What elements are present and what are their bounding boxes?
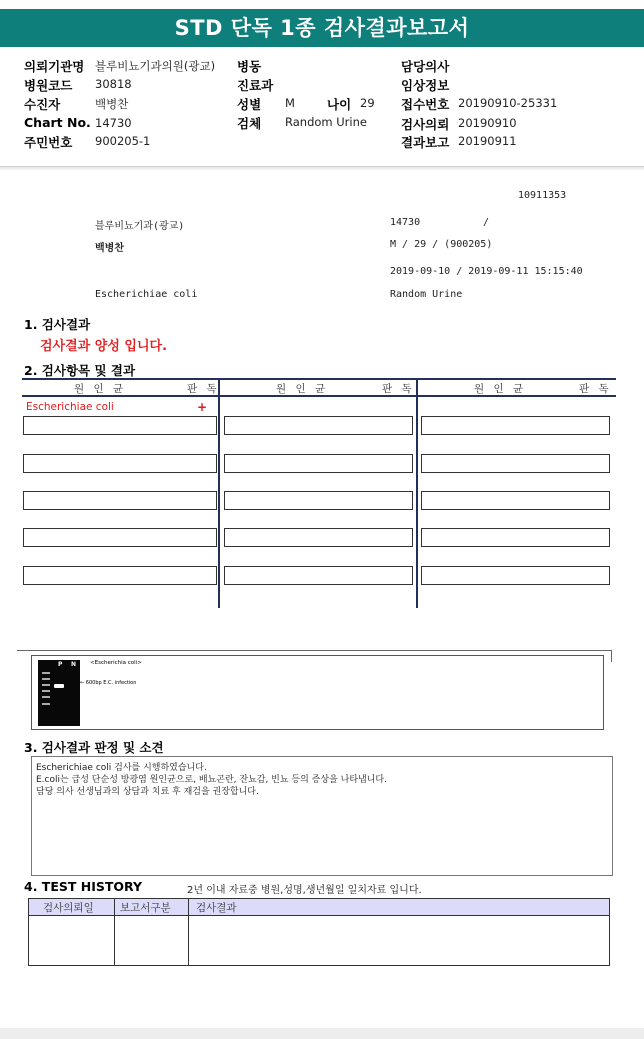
col-pathogen-1: 원 인 균 xyxy=(74,383,127,395)
result-cell xyxy=(421,416,610,435)
report-title: STD 단독 1종 검사결과보고서 xyxy=(0,9,644,47)
sex-label: 성별 xyxy=(237,97,262,112)
attending-label: 담당의사 xyxy=(401,59,450,74)
gel-ladder-band xyxy=(42,696,50,698)
section1-title: 1. 검사결과 xyxy=(24,317,91,332)
result-grid-divider-1 xyxy=(218,378,220,608)
page-footer-bar xyxy=(0,1028,644,1039)
sub-slash: / xyxy=(483,217,490,228)
history-col-result: 검사결과 xyxy=(196,902,237,914)
gel-image-box xyxy=(31,655,604,730)
sub-specimen: Random Urine xyxy=(390,289,463,300)
history-col-divider xyxy=(188,899,189,965)
positive-result: 검사결과 양성 입니다. xyxy=(40,339,168,354)
gel-frame-line xyxy=(17,650,612,651)
sex-value: M xyxy=(285,96,295,110)
institution-label: 의뢰기관명 xyxy=(24,59,85,74)
gel-ladder-band xyxy=(42,690,50,692)
receipt-value: 20190910-25331 xyxy=(458,96,558,110)
result-cell xyxy=(224,491,413,510)
result-cell xyxy=(224,454,413,473)
section2-title: 2. 검사항목 및 결과 xyxy=(24,363,136,378)
institution-value: 블루비뇨기과의원(광교) xyxy=(95,59,216,73)
sub-organism: Escherichiae coli xyxy=(95,289,198,300)
history-note: 2년 이내 자료중 병원,성명,생년월일 일치자료 입니다. xyxy=(187,885,422,896)
hospital-code-label: 병원코드 xyxy=(24,78,73,93)
history-col-divider xyxy=(114,899,115,965)
sub-clinic: 블루비뇨기과(광교) xyxy=(95,221,185,232)
hospital-code-value: 30818 xyxy=(95,77,132,91)
detected-sign: + xyxy=(197,400,208,414)
gel-ladder-band xyxy=(42,684,50,686)
history-table-header xyxy=(29,899,609,916)
gel-ladder-band xyxy=(42,678,50,680)
section3-title: 3. 검사결과 판정 및 소견 xyxy=(24,740,164,755)
col-judgement-2: 판 독 xyxy=(382,383,415,395)
result-cell xyxy=(421,566,610,585)
gel-electrophoresis-image xyxy=(38,660,80,726)
chart-value: 14730 xyxy=(95,116,132,130)
ward-label: 병동 xyxy=(237,59,262,74)
result-cell xyxy=(421,491,610,510)
request-label: 검사의뢰 xyxy=(401,117,450,132)
header-divider-shadow xyxy=(0,167,644,171)
patient-label: 수진자 xyxy=(24,97,61,112)
detected-pathogen: Escherichiae coli xyxy=(26,401,114,413)
result-cell xyxy=(224,528,413,547)
gel-frame-corner xyxy=(611,650,612,662)
result-cell xyxy=(224,416,413,435)
gel-ladder-band xyxy=(42,672,50,674)
col-judgement-3: 판 독 xyxy=(579,383,612,395)
id-value: 900205-1 xyxy=(95,134,151,148)
result-cell xyxy=(23,491,217,510)
department-label: 진료과 xyxy=(237,78,274,93)
chart-label: Chart No. xyxy=(24,115,91,130)
history-col-report-type: 보고서구분 xyxy=(120,902,171,914)
result-cell xyxy=(23,454,217,473)
id-label: 주민번호 xyxy=(24,135,73,150)
opinion-box xyxy=(31,756,613,876)
result-grid-header-border xyxy=(22,395,616,397)
gel-title: <Escherichia coli> xyxy=(90,660,142,666)
result-cell xyxy=(23,566,217,585)
gel-lane-n: N xyxy=(71,661,77,668)
history-table xyxy=(28,898,610,966)
age-value: 29 xyxy=(360,96,375,110)
result-cell xyxy=(224,566,413,585)
sub-dates: 2019-09-10 / 2019-09-11 15:15:40 xyxy=(390,266,583,277)
sub-sex-age-birth: M / 29 / (900205) xyxy=(390,239,493,250)
col-judgement-1: 판 독 xyxy=(187,383,220,395)
gel-lane-p: P xyxy=(58,661,63,668)
col-pathogen-3: 원 인 균 xyxy=(474,383,527,395)
result-cell xyxy=(421,528,610,547)
opinion-line: Escherichiae coli 검사를 시행하였습니다. xyxy=(36,763,207,773)
report-date-value: 20190911 xyxy=(458,134,517,148)
report-date-label: 결과보고 xyxy=(401,135,450,150)
result-cell xyxy=(23,528,217,547)
result-cell xyxy=(421,454,610,473)
age-label: 나이 xyxy=(327,97,352,112)
result-grid-divider-2 xyxy=(416,378,418,608)
gel-band-note: ← 600bp E.C. infection xyxy=(80,680,137,686)
clinical-info-label: 임상정보 xyxy=(401,78,450,93)
specimen-value: Random Urine xyxy=(285,115,367,129)
section4-title: 4. TEST HISTORY xyxy=(24,879,143,894)
opinion-line: E.coli는 급성 단순성 방광염 원인균으로, 배뇨곤란, 잔뇨감, 빈뇨 등의 증상을 나타냅니다. xyxy=(36,775,387,785)
opinion-line: 담당 의사 선생님과의 상담과 치료 후 재검을 권장합니다. xyxy=(36,787,259,797)
specimen-label: 검체 xyxy=(237,116,262,131)
col-pathogen-2: 원 인 균 xyxy=(276,383,329,395)
sub-chart-no: 14730 xyxy=(390,217,421,228)
request-value: 20190910 xyxy=(458,116,517,130)
gel-ladder-band xyxy=(42,703,50,705)
result-grid-top-border xyxy=(22,378,616,380)
result-cell xyxy=(23,416,217,435)
sub-patient: 백병찬 xyxy=(95,243,124,254)
history-col-request-date: 검사의뢰일 xyxy=(43,902,94,914)
gel-positive-band xyxy=(54,684,64,688)
sub-code: 10911353 xyxy=(518,190,567,201)
patient-value: 백병찬 xyxy=(95,97,129,111)
receipt-label: 접수번호 xyxy=(401,97,450,112)
